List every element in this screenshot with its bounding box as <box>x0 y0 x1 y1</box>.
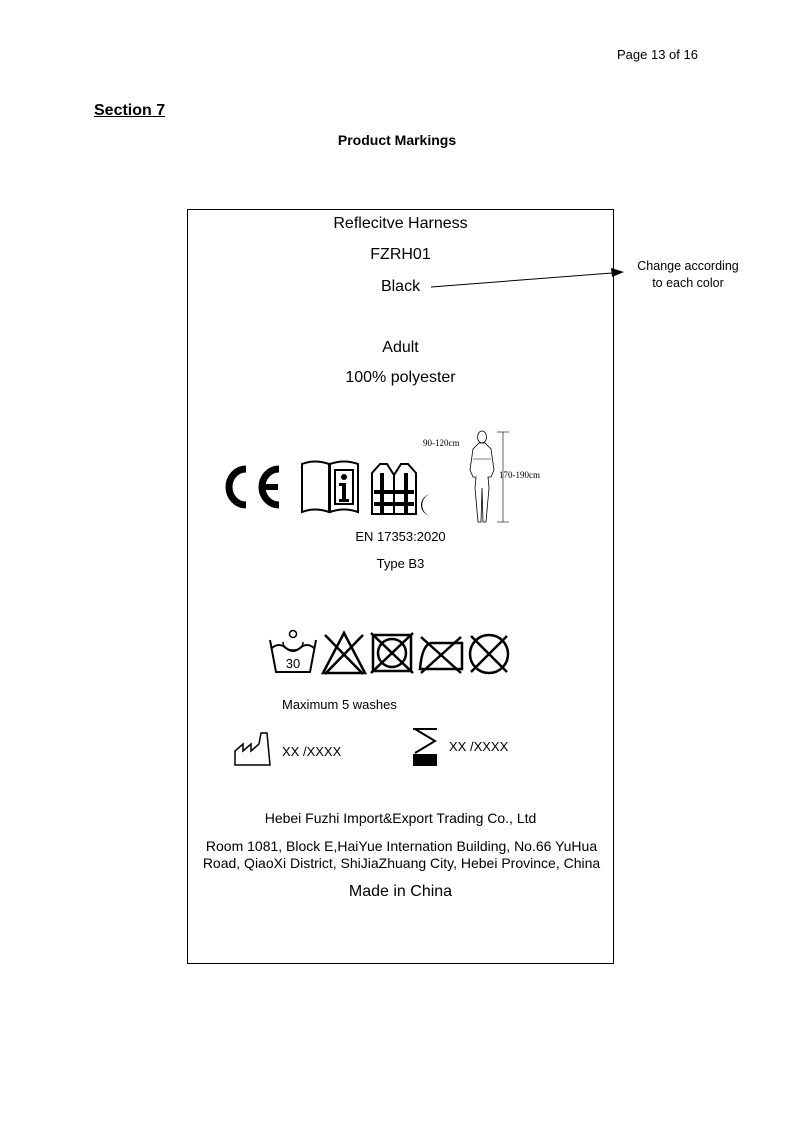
do-not-dry-clean-icon <box>465 631 513 677</box>
wash-limit: Maximum 5 washes <box>282 697 397 712</box>
annotation-arrow <box>0 0 794 400</box>
do-not-tumble-dry-icon <box>369 631 415 675</box>
product-name: Reflecitve Harness <box>333 215 468 232</box>
annotation-line-1: Change according <box>637 259 739 273</box>
color-annotation <box>623 258 753 292</box>
company-name: Hebei Fuzhi Import&Export Trading Co., Ltd <box>264 810 537 826</box>
chest-range-label: 90-120cm <box>423 438 460 448</box>
annotation-line-2: to each color <box>652 276 724 290</box>
do-not-iron-icon <box>417 633 465 675</box>
document-title: Product Markings <box>337 132 457 148</box>
ce-mark-icon <box>221 463 285 511</box>
do-not-bleach-icon <box>320 630 368 676</box>
hi-vis-vest-icon <box>369 461 419 519</box>
manufacture-date-icon <box>233 731 273 767</box>
expiry-date-icon <box>411 727 439 767</box>
page-number: Page 13 of 16 <box>617 47 698 62</box>
material: 100% polyester <box>345 369 456 386</box>
country-of-origin: Made in China <box>348 883 453 900</box>
height-range-label: 170-190cm <box>499 470 540 480</box>
company-address: Room 1081, Block E,HaiYue Internation Building, No.66 YuHua Road, QiaoXi District, ShiJiaZhuang City, Hebei Province, China <box>202 838 601 871</box>
safety-standard: EN 17353:2020 <box>355 529 446 544</box>
manufacture-date: XX /XXXX <box>282 744 342 759</box>
info-manual-icon <box>299 458 362 516</box>
wash-temperature: 30 <box>285 656 301 671</box>
protection-type: Type B3 <box>376 556 425 571</box>
wash-30-icon <box>268 628 318 676</box>
size-category: Adult <box>382 339 419 356</box>
product-code: FZRH01 <box>370 246 431 263</box>
body-size-icon <box>421 428 546 523</box>
section-heading: Section 7 <box>94 102 166 119</box>
expiry-date: XX /XXXX <box>449 739 509 754</box>
product-color: Black <box>380 278 421 295</box>
